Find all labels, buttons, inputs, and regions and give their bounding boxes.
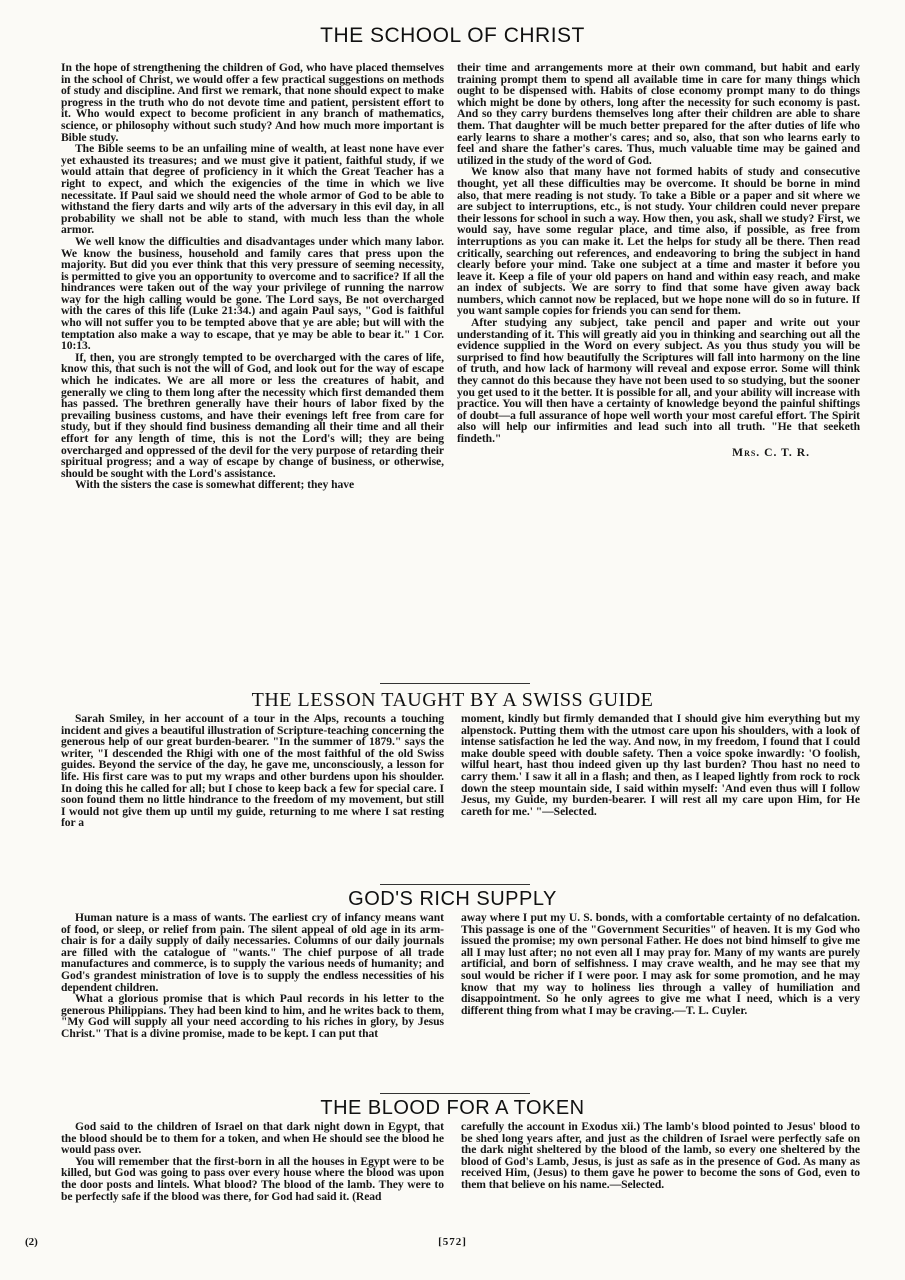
article-blood-for-a-token-left-column <box>61 1121 444 1231</box>
divider <box>380 683 530 684</box>
article-gods-rich-supply-right-column <box>461 912 860 1092</box>
article-title-school-of-christ: THE SCHOOL OF CHRIST <box>320 24 585 47</box>
article-school-of-christ-left-column <box>61 62 444 682</box>
paragraph: The Bible seems to be an unfailing mine of wealth, at least none have ever yet exhausted its treasures; and we must give it patient, faithful study, if we would attain that degree of proficiency in it which the Great Teacher has a right to expect, and which the exigencies of the time in which we live necessitate. If Paul said we should need the whole armor of God to be able to withstand the fiery darts and wily arts of the adversary in this evil day, in all probability we shall not be able to stand, with much less than the whole armor. <box>61 142 444 237</box>
paragraph: With the sisters the case is somewhat different; they have <box>75 478 355 492</box>
paragraph: God said to the children of Israel on that dark night down in Egypt, that the blood should be to them for a token, and when He should see the blood he would pass over. <box>61 1121 444 1157</box>
paragraph: After studying any subject, take pencil and paper and write out your understanding of it. This will greatly aid you in thinking and searching out all the evidence supplied in the Word on every subject. As you thus study you will be surprised to find how beautifully the Scriptures will fall into harmony on the line of truth, and how lack of harmony will reveal and expose error. Some will think they cannot do this because they have not been used to so studying, but the sooner you get used to it the better. It is possible for all, and your ability will increase with practice. You will then have a certainty of knowledge beyond the painful shiftings of doubt—a full assurance of hope well worth your most careful effort. The Spirit also will help our infirmities and lead such into all truth. "He that seeketh findeth." <box>457 316 860 445</box>
divider <box>380 1093 530 1094</box>
article-swiss-guide-right-column <box>461 713 860 875</box>
paragraph: Human nature is a mass of wants. The earliest cry of infancy means want of food, or sleep, or relief from pain. The silent appeal of old age in its arm-chair is for a daily supply of daily necessaries. Columns of our daily journals are filled with the catalogue of "wants." The chief purpose of all trade manufactures and commerce, is to supply the various needs of humanity; and God's grandest ministration of love is to supply the endless necessities of his dependent children. <box>61 912 444 994</box>
paragraph: Sarah Smiley, in her account of a tour in the Alps, recounts a touching incident and gives a beautiful illustration of Scripture-teaching concerning the generous help of our great burden-bearer. "In the summer of 1879." says the writer, "I descended the Rhigi with one of the most faithful of the old Swiss guides. Beyond the service of the day, he gave me, unconsciously, a lesson for life. His first care was to put my wraps and other burdens upon his shoulder. In doing this he called for all; but I chose to keep back a few for special care. I soon found them no little hindrance to the freedom of my movement, but still I would not give them up until my guide, returning to me where I sat resting for a <box>61 713 444 830</box>
signature: Mrs. C. T. R. <box>732 445 810 459</box>
footer-page-number: [572] <box>438 1236 467 1248</box>
paragraph: We well know the difficulties and disadvantages under which many labor. We know the business, household and family cares that press upon the majority. But did you ever think that this very pressure of seeming necessity, is permitted to give you an opportunity to overcome and to sacrifice? If all the hindrances were taken out of the way your privilege of running the narrow way for the high calling would be gone. The Lord says, Be not overcharged with the cares of this life (Luke 21:34.) and again Paul says, "God is faithful who will not suffer you to be tempted above that ye are able; but will with the temptation also make a way to escape, that ye may be able to bear it." 1 Cor. 10:13. <box>61 234 444 353</box>
divider <box>380 884 530 885</box>
paragraph: You will remember that the first-born in all the houses in Egypt were to be killed, but God was going to pass over every house where the blood was upon the door posts and lintels. What blood? The blood of the lamb. They were to be perfectly safe if the blood was there, for God had said it. (Read <box>61 1154 444 1203</box>
paragraph: If, then, you are strongly tempted to be overcharged with the cares of life, know this, that such is not the will of God, and look out for the way of escape which he indicates. We are all more or less the creatures of habit, and generally we cling to them long after the necessity which first demanded them has passed. The brethren generally have their hours of labor fixed by the prevailing business customs, and have their evenings left free from care for study, but if they should find business demanding all their time and all their effort for any length of time, this is not the Lord's will; they are being overcharged and oppressed of the devil for the very purpose of retarding their spiritual progress; and a way of escape by change of business, or otherwise, should be sought with the Lord's assistance. <box>61 350 444 480</box>
article-school-of-christ-right-column <box>457 62 860 682</box>
article-title-swiss-guide: THE LESSON TAUGHT BY A SWISS GUIDE <box>251 689 654 711</box>
article-title-gods-rich-supply: GOD'S RICH SUPPLY <box>348 888 557 910</box>
paragraph: What a glorious promise that is which Paul records in his letter to the generous Philippians. They had been kind to him, and he writes back to them, "My God will supply all your need according to his riches in glory, by Jesus Christ." That is a divine promise, made to be kept. I can put that <box>61 992 444 1040</box>
paragraph: carefully the account in Exodus xii.) The lamb's blood pointed to Jesus' blood to be shed long years after, and just as the children of Israel were perfectly safe on the dark night sheltered by the blood of the lamb, so every one sheltered by the blood of God's Lamb, Jesus, is just as safe as in the presence of God. As many as received Him, (Jesus) to them gave he power to become the sons of God, even to them that believe on his name.—Selected. <box>461 1121 860 1191</box>
paragraph: away where I put my U. S. bonds, with a comfortable certainty of no defalcation. This passage is one of the "Government Securities" of heaven. It is my God who issued the promise; my own personal Father. He does not bind himself to give me all I may lust after; no not even all I may pray for. Many of my wants are purely artificial, and born of selfishness. I may crave wealth, and he may see that my soul would be richer if I were poor. I may ask for some promotion, and he may know that my way to holiness lies through a valley of humiliation and disappointment. So he only agrees to give me what I need, which is a very different thing from what I may be craving.—T. L. Cuyler. <box>461 912 860 1017</box>
paragraph: their time and arrangements more at their own command, but habit and early training prompt them to spend all available time in care for many things which ought to be dispensed with. Habits of close economy prompt many to do things which might be done by others, long after the necessity for such economy is past. And so they carry burdens themselves long after their children are able to share them. That daughter will be much better prepared for the after duties of life who early learns to share a mother's cares; and so, also, that son who learns early to feel and share the father's cares. Thus, much valuable time may be gained and utilized in the study of the word of God. <box>457 62 860 167</box>
paragraph: In the hope of strengthening the children of God, who have placed themselves in the school of Christ, we would offer a few practical suggestions on methods of study and discipline. And first we remark, that none should expect to make progress in the truth who do not devote time and patient, persistent effort to it. Who would expect to become proficient in any branch of mathematics, science, or philosophy without such study? And how much more important is Bible study. <box>61 62 444 144</box>
footer-sheet-number: (2) <box>25 1236 38 1248</box>
paragraph: We know also that many have not formed habits of study and consecutive thought, yet all these difficulties may be overcome. It should be borne in mind also, that mere reading is not study. To take a Bible or a paper and sit where we are subject to interruptions, etc., is not study. Your children could never prepare their lessons for school in such a way. How then, you ask, shall we study? First, we would say, have some regular place, and time also, if possible, as free from interruptions as you can make it. Let the helps for study all be there. Then read critically, searching out references, and endeavoring to bring the subject in hand clearly before your mind. Take one subject at a time and master it before you leave it. Keep a file of your old papers on hand and within easy reach, and make an index of subjects. We are sorry to find that some have given away back numbers, which cannot now be replaced, but we hope none will do so in future. If you want sample copies for friends you can send for them. <box>457 165 860 318</box>
article-swiss-guide-left-column <box>61 713 444 875</box>
paragraph: moment, kindly but firmly demanded that I should give him everything but my alpenstock. Putting them with the utmost care upon his shoulders, with a look of intense satisfaction he led the way. And now, in my freedom, I found that I could make double speed with double safety. Then a voice spoke inwardly: 'O foolish, wilful heart, hast thou indeed given up thy last burden? Thou hast no need to carry them.' I saw it all in a flash; and then, as I leaped lightly from rock to rock down the steep mountain side, I said within myself: 'And even thus will I follow Jesus, my Guide, my burden-bearer. I will rest all my care upon Him, for He careth for me.' "—Selected. <box>461 713 860 818</box>
article-gods-rich-supply-left-column <box>61 912 444 1092</box>
article-blood-for-a-token-right-column <box>461 1121 860 1231</box>
article-title-blood-for-a-token: THE BLOOD FOR A TOKEN <box>320 1097 585 1119</box>
